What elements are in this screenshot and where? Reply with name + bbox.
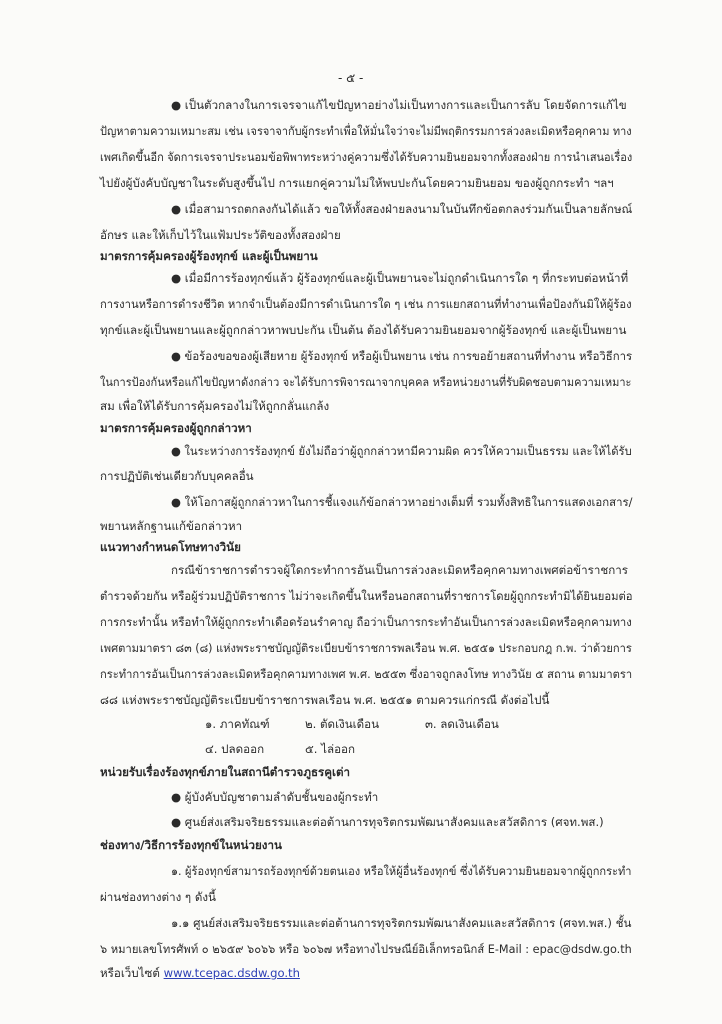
paragraph-line: ไปยังผู้บังคับบัญชาในระดับสูงขึ้นไป การแยกคู่ความไม่ให้พบปะกันโดยความยินยอม ของผู้ถูกกระทำ ฯลฯ bbox=[100, 176, 614, 190]
paragraph-line: ตำรวจด้วยกัน หรือผู้ร่วมปฏิบัติราชการ ไม่ว่าจะเกิดขึ้นในหรือนอกสถานที่ราชการโดยผู้ถูกกระทำมิได้ยินยอมต่อ bbox=[100, 589, 633, 603]
penalty-item: ๕. ไล่ออก bbox=[305, 742, 356, 756]
section-heading: หน่วยรับเรื่องร้องทุกข์ภายในสถานีตำรวจภูธรคูเต่า bbox=[100, 765, 351, 779]
paragraph-line: การงานหรือการดำรงชีวิต หากจำเป็นต้องมีการดำเนินการใด ๆ เช่น การแยกสถานที่ทำงานเพื่อป้องกันมิให้ผู้ร้อง bbox=[100, 297, 632, 311]
website-link[interactable]: www.tcepac.dsdw.go.th bbox=[163, 966, 300, 980]
paragraph-line: ๘๘ แห่งพระราชบัญญัติระเบียบข้าราชการพลเรือน พ.ศ. ๒๕๕๑ ตามควรแก่กรณี ดังต่อไปนี้ bbox=[100, 693, 550, 707]
paragraph-line: กระทำการอันเป็นการล่วงละเมิดหรือคุกคามทางเพศ พ.ศ. ๒๕๕๓ ซึ่งอาจถูกลงโทษ ทางวินัย ๕ สถาน ตามมาตรา bbox=[100, 667, 633, 681]
paragraph-line: ● ข้อร้องขอของผู้เสียหาย ผู้ร้องทุกข์ หรือผู้เป็นพยาน เช่น การขอย้ายสถานที่ทำงาน หรือวิธีการ bbox=[171, 349, 633, 363]
paragraph-line: ● เมื่อมีการร้องทุกข์แล้ว ผู้ร้องทุกข์และผู้เป็นพยานจะไม่ถูกดำเนินการใด ๆ ที่กระทบต่อหน้าที่ bbox=[171, 271, 629, 285]
paragraph-line: การกระทำนั้น หรือทำให้ผู้ถูกกระทำเดือดร้อนรำคาญ ถือว่าเป็นการกระทำอันเป็นการล่วงละเมิดหรือคุกคามทาง bbox=[100, 615, 632, 629]
paragraph-line: ๑. ผู้ร้องทุกข์สามารถร้องทุกข์ด้วยตนเอง หรือให้ผู้อื่นร้องทุกข์ ซึ่งได้รับความยินยอมจากผู้ถูกกระทำ bbox=[171, 864, 632, 878]
penalty-item: ๒. ตัดเงินเดือน bbox=[305, 717, 380, 731]
paragraph-line: ทุกข์และผู้เป็นพยานและผู้ถูกกล่าวหาพบปะกัน เป็นต้น ต้องได้รับความยินยอมจากผู้ร้องทุกข์ และผู้เป็นพยาน bbox=[100, 323, 627, 337]
paragraph-line: พยานหลักฐานแก้ข้อกล่าวหา bbox=[100, 519, 243, 533]
paragraph-line: ● ในระหว่างการร้องทุกข์ ยังไม่ถือว่าผู้ถูกกล่าวหามีความผิด ควรให้ความเป็นธรรม และให้ได้รับ bbox=[171, 444, 632, 458]
paragraph-line: การปฏิบัติเช่นเดียวกับบุคคลอื่น bbox=[100, 469, 254, 483]
list-item: ● ผู้บังคับบัญชาตามลำดับชั้นของผู้กระทำ bbox=[171, 790, 379, 804]
page-number: - ๕ - bbox=[338, 71, 364, 85]
section-heading: มาตรการคุ้มครองผู้ถูกกล่าวหา bbox=[100, 421, 252, 435]
paragraph-line: อักษร และให้เก็บไว้ในแฟ้มประวัติของทั้งสองฝ่าย bbox=[100, 228, 341, 242]
paragraph-line: ๖ หมายเลขโทรศัพท์ ๐ ๒๖๕๙ ๖๐๖๖ หรือ ๖๐๖๗ หรือทางไปรษณีย์อิเล็กทรอนิกส์ E-Mail : epac@dsdw.go.th bbox=[100, 942, 632, 956]
paragraph-line: ● เมื่อสามารถตกลงกันได้แล้ว ขอให้ทั้งสองฝ่ายลงนามในบันทึกข้อตกลงร่วมกันเป็นลายลักษณ์ bbox=[171, 202, 633, 216]
paragraph-line: เพศตามมาตรา ๘๓ (๘) แห่งพระราชบัญญัติระเบียบข้าราชการพลเรือน พ.ศ. ๒๕๕๑ ประกอบกฎ ก.พ. ว่าด้วยการ bbox=[100, 641, 632, 655]
paragraph-line: เพศเกิดขึ้นอีก จัดการเจรจาประนอมข้อพิพาทระหว่างคู่ความซึ่งได้รับความยินยอมจากทั้งสองฝ่าย การนำเสนอเรื่อง bbox=[100, 150, 633, 164]
section-heading: มาตรการคุ้มครองผู้ร้องทุกข์ และผู้เป็นพยาน bbox=[100, 249, 318, 263]
paragraph-line: ๑.๑ ศูนย์ส่งเสริมจริยธรรมและต่อต้านการทุจริตกรมพัฒนาสังคมและสวัสดิการ (ศจท.พส.) ชั้น bbox=[171, 916, 632, 930]
website-line bbox=[100, 965, 300, 981]
penalty-item: ๔. ปลดออก bbox=[205, 742, 265, 756]
list-item: ● ศูนย์ส่งเสริมจริยธรรมและต่อต้านการทุจริตกรมพัฒนาสังคมและสวัสดิการ (ศจท.พส.) bbox=[171, 815, 604, 829]
website-prefix: หรือเว็บไซต์ bbox=[100, 966, 160, 980]
paragraph-line: ผ่านช่องทางต่าง ๆ ดังนี้ bbox=[100, 890, 216, 904]
paragraph-line: ปัญหาตามความเหมาะสม เช่น เจรจาจากับผู้กระทำเพื่อให้มั่นใจว่าจะไม่มีพฤติกรรมการล่วงละเมิดหรือคุกคาม ทาง bbox=[100, 124, 632, 138]
section-heading: ช่องทาง/วิธีการร้องทุกข์ในหน่วยงาน bbox=[100, 838, 282, 852]
paragraph-line: ● เป็นตัวกลางในการเจรจาแก้ไขปัญหาอย่างไม่เป็นทางการและเป็นการลับ โดยจัดการแก้ไข bbox=[171, 98, 627, 112]
penalty-item: ๑. ภาคทัณฑ์ bbox=[205, 717, 270, 731]
paragraph-line: สม เพื่อให้ได้รับการคุ้มครองไม่ให้ถูกกลั่นแกล้ง bbox=[100, 399, 330, 413]
penalty-item: ๓. ลดเงินเดือน bbox=[425, 717, 499, 731]
paragraph-line: ในการป้องกันหรือแก้ไขปัญหาดังกล่าว จะได้รับการพิจารณาจากบุคคล หรือหน่วยงานที่รับผิดชอบตามความเหมาะ bbox=[100, 375, 632, 389]
paragraph-line: กรณีข้าราชการตำรวจผู้ใดกระทำการอันเป็นการล่วงละเมิดหรือคุกคามทางเพศต่อข้าราชการ bbox=[171, 563, 628, 577]
paragraph-line: ● ให้โอกาสผู้ถูกกล่าวหาในการชี้แจงแก้ข้อกล่าวหาอย่างเต็มที่ รวมทั้งสิทธิในการแสดงเอกสาร/ bbox=[171, 495, 633, 509]
section-heading: แนวทางกำหนดโทษทางวินัย bbox=[100, 540, 241, 554]
